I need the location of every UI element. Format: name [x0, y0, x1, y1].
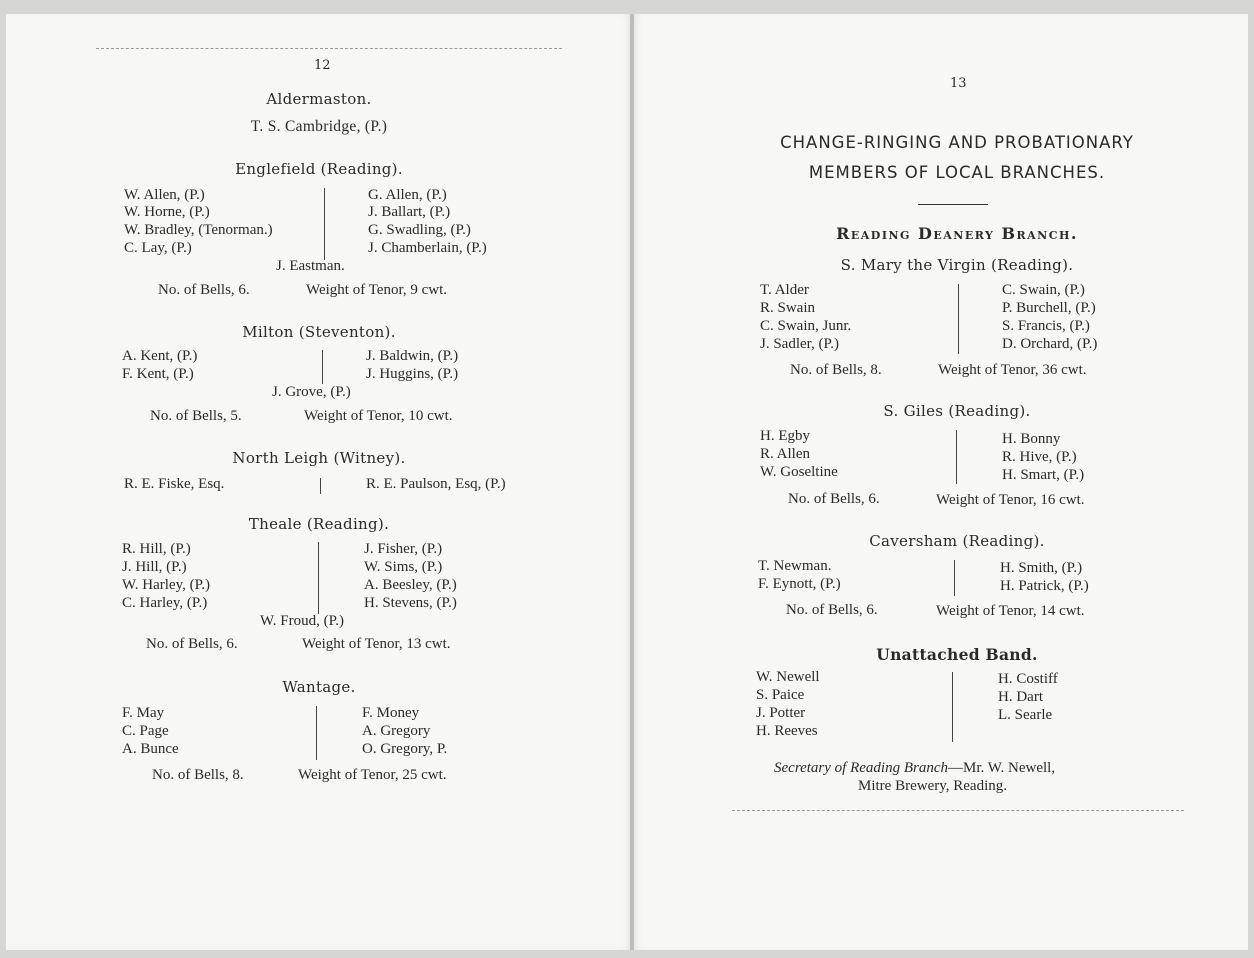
member-name: S. Francis, (P.): [1002, 318, 1090, 334]
tenor-weight: Weight of Tenor, 13 cwt.: [302, 636, 451, 652]
bells-count: No. of Bells, 8.: [152, 767, 244, 783]
tenor-weight: Weight of Tenor, 16 cwt.: [936, 492, 1085, 508]
page-heading-line1: CHANGE-RINGING AND PROBATIONARY: [780, 133, 1134, 152]
member-name: P. Burchell, (P.): [1002, 300, 1096, 316]
member-name: C. Swain, Junr.: [760, 318, 852, 334]
member-name: W. Allen, (P.): [124, 187, 205, 203]
member-name: F. Money: [362, 705, 420, 721]
member-name: R. Allen: [760, 446, 811, 462]
member-name: C. Harley, (P.): [122, 595, 208, 611]
member-name: L. Searle: [998, 707, 1053, 723]
member-name: R. Hive, (P.): [1002, 449, 1077, 465]
column-divider: [956, 430, 957, 484]
member-name: G. Allen, (P.): [368, 187, 447, 203]
bells-count: No. of Bells, 6.: [786, 602, 878, 618]
member-name: J. Ballart, (P.): [368, 204, 451, 220]
secretary-line: [774, 760, 1055, 777]
section-title: Aldermaston.: [266, 90, 372, 108]
section-title: Caversham (Reading).: [869, 532, 1045, 550]
bells-count: No. of Bells, 6.: [146, 636, 238, 652]
member-name: R. Swain: [760, 300, 816, 316]
member-name: J. Eastman.: [276, 258, 345, 274]
member-name: F. May: [122, 705, 165, 721]
member-name: A. Kent, (P.): [122, 348, 198, 364]
column-divider: [320, 478, 321, 494]
branch-title: Reading Deanery Branch.: [836, 224, 1078, 243]
member-name: H. Reeves: [756, 723, 818, 739]
member-name: J. Grove, (P.): [272, 384, 351, 400]
member-name: R. E. Paulson, Esq, (P.): [366, 476, 506, 492]
member-name: C. Page: [122, 723, 169, 739]
member-name: J. Baldwin, (P.): [366, 348, 459, 364]
bells-count: No. of Bells, 8.: [790, 362, 882, 378]
tenor-weight: Weight of Tenor, 9 cwt.: [306, 282, 447, 298]
member-name: R. E. Fiske, Esq.: [124, 476, 225, 492]
member-name: T. Alder: [760, 282, 809, 298]
member-name: J. Chamberlain, (P.): [368, 240, 487, 256]
member-name: J. Sadler, (P.): [760, 336, 839, 352]
member-name: H. Patrick, (P.): [1000, 578, 1089, 594]
tenor-weight: Weight of Tenor, 36 cwt.: [938, 362, 1087, 378]
member-name: H. Egby: [760, 428, 810, 444]
section-title: North Leigh (Witney).: [232, 449, 406, 467]
member-name: A. Gregory: [362, 723, 431, 739]
section-title: S. Giles (Reading).: [883, 402, 1031, 420]
tenor-weight: Weight of Tenor, 10 cwt.: [304, 408, 453, 424]
member-name: H. Smith, (P.): [1000, 560, 1083, 576]
column-divider: [954, 560, 955, 596]
member-name: G. Swadling, (P.): [368, 222, 471, 238]
top-rule: [96, 48, 562, 49]
page-number-right: 13: [950, 76, 967, 91]
member-name: C. Lay, (P.): [124, 240, 192, 256]
member-name: H. Dart: [998, 689, 1043, 705]
member-name: J. Fisher, (P.): [364, 541, 443, 557]
member-name: T. Newman.: [758, 558, 832, 574]
member-name: W. Harley, (P.): [122, 577, 211, 593]
bells-count: No. of Bells, 6.: [158, 282, 250, 298]
member-name: J. Potter: [756, 705, 806, 721]
member-name: W. Goseltine: [760, 464, 838, 480]
column-divider: [322, 350, 323, 384]
member-name: W. Horne, (P.): [124, 204, 210, 220]
member-name: H. Smart, (P.): [1002, 467, 1085, 483]
left-page: [6, 14, 632, 950]
member-name: J. Huggins, (P.): [366, 366, 459, 382]
member-name: W. Sims, (P.): [364, 559, 443, 575]
bells-count: No. of Bells, 6.: [788, 491, 880, 507]
tenor-weight: Weight of Tenor, 14 cwt.: [936, 603, 1085, 619]
heading-rule: [918, 204, 988, 205]
column-divider: [318, 542, 319, 614]
page-number-left: 12: [314, 58, 331, 73]
section-title: Englefield (Reading).: [235, 160, 403, 178]
column-divider: [952, 672, 953, 742]
member-name: D. Orchard, (P.): [1002, 336, 1098, 352]
member-name: R. Hill, (P.): [122, 541, 191, 557]
section-title: Theale (Reading).: [248, 515, 390, 533]
section-title: S. Mary the Virgin (Reading).: [840, 256, 1074, 274]
tenor-weight: Weight of Tenor, 25 cwt.: [298, 767, 447, 783]
section-title: Wantage.: [282, 678, 356, 696]
bottom-rule: [732, 810, 1184, 811]
member-name: F. Kent, (P.): [122, 366, 194, 382]
section-title: Unattached Band.: [876, 645, 1038, 664]
member-name: S. Paice: [756, 687, 805, 703]
page-heading-line2: MEMBERS OF LOCAL BRANCHES.: [808, 163, 1106, 182]
secretary-label: Secretary of Reading Branch: [774, 760, 948, 776]
member-name: H. Bonny: [1002, 431, 1061, 447]
member-name: A. Bunce: [122, 741, 179, 757]
member-name: W. Froud, (P.): [260, 613, 345, 629]
secretary-name: —Mr. W. Newell,: [947, 760, 1056, 776]
member-name: H. Stevens, (P.): [364, 595, 457, 611]
member-name: C. Swain, (P.): [1002, 282, 1085, 298]
column-divider: [316, 706, 317, 760]
secretary-address: Mitre Brewery, Reading.: [858, 778, 1007, 794]
member-name: J. Hill, (P.): [122, 559, 187, 575]
member-name: O. Gregory, P.: [362, 741, 448, 757]
section-title: Milton (Steventon).: [242, 323, 396, 341]
member-name: W. Newell: [756, 669, 820, 685]
member-name: F. Eynott, (P.): [758, 576, 841, 592]
column-divider: [958, 284, 959, 354]
member-name: A. Beesley, (P.): [364, 577, 457, 593]
column-divider: [324, 188, 325, 260]
bells-count: No. of Bells, 5.: [150, 408, 242, 424]
member-name: H. Costiff: [998, 671, 1058, 687]
member-name: T. S. Cambridge, (P.): [250, 118, 388, 135]
member-name: W. Bradley, (Tenorman.): [124, 222, 273, 238]
